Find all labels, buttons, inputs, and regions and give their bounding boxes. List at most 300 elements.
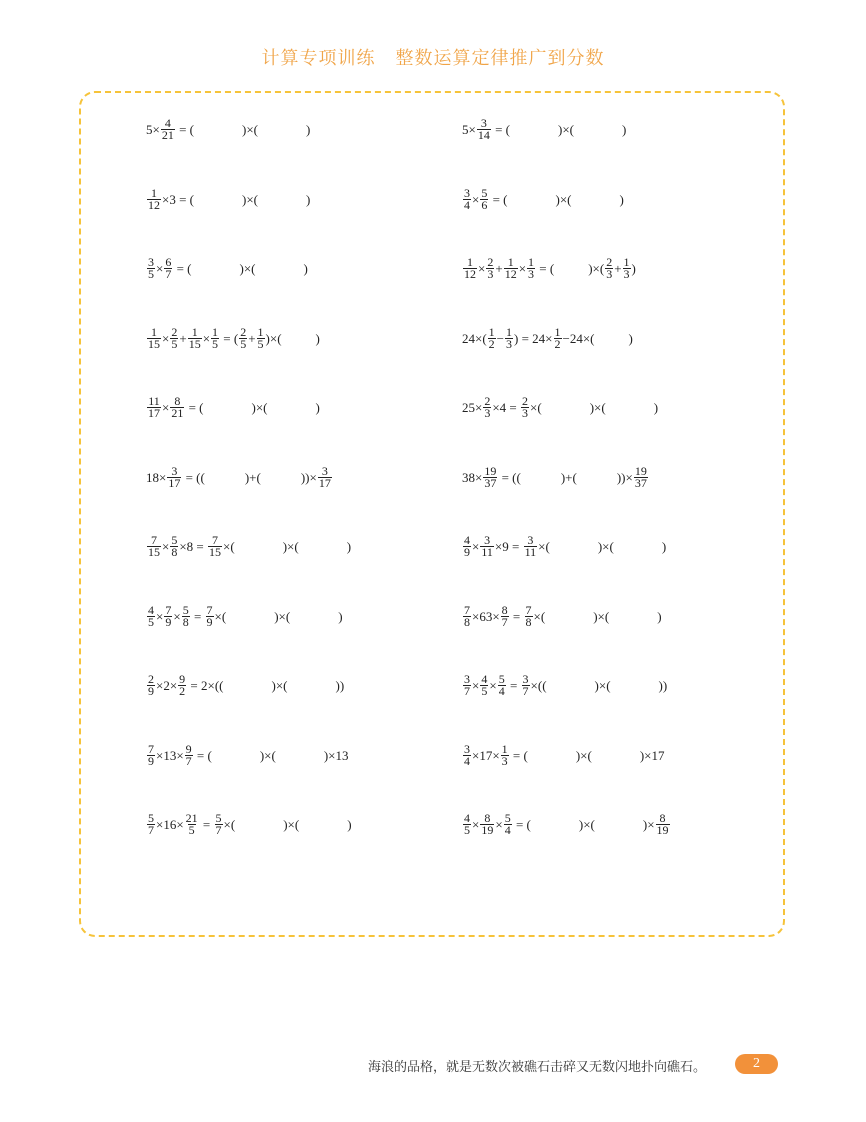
expression-text: 5× bbox=[146, 122, 160, 137]
fraction bbox=[463, 535, 471, 558]
fraction bbox=[211, 324, 219, 351]
expression-text: )×( bbox=[283, 817, 300, 832]
fraction-numerator: 3 bbox=[171, 463, 178, 478]
fraction-denominator: 8 bbox=[525, 614, 532, 629]
fraction bbox=[505, 324, 513, 351]
expression-text: )×( bbox=[594, 678, 611, 693]
expression-text: + bbox=[248, 330, 256, 346]
expression-text: )×( bbox=[242, 191, 258, 207]
fraction bbox=[483, 396, 491, 419]
fraction bbox=[257, 324, 265, 351]
expression-text: × bbox=[173, 608, 181, 624]
fraction bbox=[463, 602, 471, 629]
fraction-denominator: 5 bbox=[148, 267, 154, 281]
expression-text: = bbox=[190, 608, 205, 624]
expression-text: )×13 bbox=[323, 747, 349, 763]
expression-text: = ( bbox=[220, 330, 239, 346]
fraction-numerator: 4 bbox=[481, 672, 488, 686]
fraction-numerator: 8 bbox=[501, 602, 508, 617]
fraction-numerator: 7 bbox=[525, 602, 532, 617]
expression-text: = ( bbox=[173, 261, 192, 276]
header-section-title: 计算专项训练 bbox=[261, 48, 376, 69]
expression-text: ×9 = bbox=[494, 539, 523, 554]
problem-p14 bbox=[462, 535, 666, 558]
expression-text: × bbox=[162, 330, 170, 346]
expression-text: )×( bbox=[555, 191, 572, 207]
fraction-denominator: 17 bbox=[318, 475, 331, 490]
problem-p7 bbox=[146, 324, 320, 351]
fraction-denominator: 3 bbox=[487, 267, 494, 281]
fraction-numerator: 1 bbox=[623, 255, 630, 269]
fraction bbox=[480, 535, 494, 558]
fraction-denominator: 8 bbox=[171, 545, 178, 559]
fraction-denominator: 7 bbox=[522, 684, 529, 698]
expression-text: = ( bbox=[193, 747, 212, 763]
fraction-numerator: 3 bbox=[464, 672, 470, 686]
expression-text: + bbox=[179, 330, 187, 346]
fraction-denominator: 17 bbox=[148, 406, 160, 420]
fraction-denominator: 8 bbox=[182, 614, 189, 629]
fraction bbox=[206, 602, 214, 629]
expression-text: = 2×(( bbox=[187, 678, 224, 693]
expression-text: ) bbox=[653, 400, 659, 415]
fraction bbox=[463, 257, 477, 280]
fraction bbox=[164, 257, 172, 280]
fraction-denominator: 3 bbox=[484, 406, 491, 420]
fraction-numerator: 1 bbox=[151, 185, 157, 200]
expression-text: − bbox=[496, 330, 505, 346]
fraction-numerator: 7 bbox=[165, 602, 172, 617]
problem-p12 bbox=[462, 463, 649, 490]
fraction-numerator: 1 bbox=[212, 324, 219, 339]
problem-p15 bbox=[146, 602, 343, 629]
fraction-denominator: 2 bbox=[179, 684, 186, 698]
fraction-numerator: 2 bbox=[487, 255, 494, 269]
fraction bbox=[170, 535, 178, 558]
exercise-frame bbox=[79, 91, 785, 937]
fraction-numerator: 2 bbox=[522, 394, 529, 408]
fraction-denominator: 7 bbox=[148, 823, 154, 837]
fraction-denominator: 5 bbox=[148, 614, 154, 629]
fraction bbox=[501, 602, 509, 629]
fraction-denominator: 6 bbox=[481, 197, 488, 212]
fraction bbox=[167, 463, 181, 490]
fraction-denominator: 4 bbox=[464, 753, 470, 768]
fraction-numerator: 4 bbox=[464, 533, 470, 547]
expression-text: )×( bbox=[588, 261, 605, 276]
expression-text: ×( bbox=[214, 608, 227, 624]
expression-text: ×63× bbox=[472, 608, 500, 624]
fraction bbox=[164, 602, 172, 629]
expression-text: + bbox=[614, 261, 622, 276]
fraction-denominator: 17 bbox=[168, 475, 181, 490]
expression-text: ) bbox=[347, 817, 352, 832]
expression-text: ) = 24× bbox=[514, 330, 553, 346]
fraction-numerator: 9 bbox=[179, 672, 186, 686]
expression-text: × bbox=[489, 678, 497, 693]
expression-text: = (( bbox=[498, 469, 521, 485]
fraction-denominator: 5 bbox=[464, 823, 470, 837]
fraction-denominator: 7 bbox=[215, 823, 222, 837]
fraction-numerator: 7 bbox=[464, 602, 470, 617]
fraction-denominator: 7 bbox=[464, 684, 470, 698]
fraction-denominator: 21 bbox=[171, 406, 184, 420]
expression-text: )) bbox=[658, 678, 668, 693]
fraction-denominator: 5 bbox=[257, 336, 264, 351]
expression-text: × bbox=[478, 261, 486, 276]
expression-text: = ( bbox=[509, 747, 528, 763]
expression-text: )+( bbox=[560, 469, 577, 485]
expression-text: )×( bbox=[271, 678, 288, 693]
fraction-numerator: 21 bbox=[185, 811, 198, 825]
fraction-denominator: 2 bbox=[488, 336, 495, 351]
fraction bbox=[147, 813, 155, 836]
expression-text: ))× bbox=[616, 469, 633, 485]
expression-text: = ( bbox=[491, 122, 511, 137]
fraction bbox=[498, 674, 506, 697]
expression-text: )×( bbox=[558, 122, 575, 137]
expression-text: )× bbox=[642, 817, 655, 832]
fraction bbox=[504, 257, 518, 280]
fraction-denominator: 37 bbox=[634, 475, 647, 490]
expression-text: × bbox=[495, 817, 503, 832]
fraction-denominator: 11 bbox=[524, 545, 537, 559]
expression-text: )+( bbox=[244, 469, 261, 485]
expression-text: ) bbox=[631, 261, 636, 276]
fraction-numerator: 2 bbox=[606, 255, 613, 269]
fraction bbox=[463, 813, 471, 836]
expression-text: −24×( bbox=[562, 330, 595, 346]
expression-text: )×( bbox=[575, 747, 592, 763]
fraction-numerator: 8 bbox=[484, 811, 491, 825]
fraction bbox=[318, 463, 332, 490]
fraction-numerator: 4 bbox=[464, 811, 470, 825]
fraction bbox=[215, 813, 223, 836]
expression-text: 5× bbox=[462, 122, 476, 137]
expression-text: ) bbox=[315, 400, 320, 415]
expression-text: × bbox=[156, 261, 164, 276]
expression-text: ) bbox=[306, 191, 311, 207]
fraction-numerator: 3 bbox=[522, 672, 529, 686]
fraction-denominator: 11 bbox=[481, 545, 493, 559]
fraction bbox=[147, 324, 161, 351]
fraction bbox=[522, 674, 530, 697]
problem-p11 bbox=[146, 463, 333, 490]
expression-text: )×( bbox=[239, 261, 256, 276]
fraction-numerator: 8 bbox=[174, 394, 181, 408]
expression-text: ) bbox=[661, 539, 667, 554]
fraction-denominator: 3 bbox=[606, 267, 613, 281]
expression-text: = bbox=[199, 817, 214, 832]
fraction-denominator: 7 bbox=[185, 753, 192, 768]
fraction-denominator: 5 bbox=[171, 336, 178, 351]
fraction-denominator: 14 bbox=[477, 128, 490, 142]
fraction-numerator: 3 bbox=[527, 533, 534, 547]
fraction bbox=[480, 813, 494, 836]
fraction bbox=[521, 396, 529, 419]
expression-text: ×( bbox=[223, 817, 236, 832]
expression-text: = ( bbox=[512, 817, 531, 832]
expression-text: × bbox=[162, 400, 170, 415]
expression-text: ) bbox=[628, 330, 633, 346]
fraction-denominator: 12 bbox=[504, 267, 517, 281]
fraction-numerator: 1 bbox=[191, 324, 198, 339]
expression-text: ) bbox=[622, 122, 627, 137]
problem-p2 bbox=[462, 118, 626, 141]
expression-text: ) bbox=[306, 122, 311, 137]
page-number-badge: 2 bbox=[735, 1054, 778, 1074]
fraction-numerator: 5 bbox=[148, 811, 154, 825]
problem-p10 bbox=[462, 396, 658, 419]
fraction bbox=[147, 741, 155, 768]
expression-text: )×( bbox=[265, 330, 282, 346]
fraction-numerator: 4 bbox=[148, 602, 154, 617]
fraction bbox=[623, 257, 631, 280]
fraction-denominator: 9 bbox=[206, 614, 213, 629]
fraction-denominator: 3 bbox=[522, 406, 529, 420]
fraction bbox=[527, 257, 535, 280]
fraction bbox=[178, 674, 186, 697]
fraction bbox=[170, 396, 184, 419]
expression-text: = ( bbox=[185, 400, 204, 415]
page-header bbox=[0, 44, 866, 70]
fraction-denominator: 4 bbox=[464, 197, 470, 212]
fraction bbox=[188, 324, 202, 351]
expression-text: ) bbox=[303, 261, 308, 276]
problem-p17 bbox=[146, 674, 344, 697]
fraction bbox=[463, 185, 471, 212]
expression-text: ×3 = ( bbox=[162, 191, 194, 207]
expression-text: = ( bbox=[175, 122, 195, 137]
fraction bbox=[170, 324, 178, 351]
fraction bbox=[501, 741, 509, 768]
expression-text: = ( bbox=[536, 261, 555, 276]
fraction-denominator: 7 bbox=[501, 614, 508, 629]
expression-text: ×( bbox=[223, 539, 235, 554]
problem-p22 bbox=[462, 813, 671, 836]
expression-text: ))× bbox=[300, 469, 317, 485]
fraction-numerator: 9 bbox=[185, 741, 192, 756]
expression-text: )×( bbox=[597, 539, 614, 554]
fraction-denominator: 15 bbox=[148, 545, 160, 559]
fraction-numerator: 1 bbox=[507, 255, 514, 269]
fraction-numerator: 7 bbox=[212, 533, 219, 547]
expression-text: )×( bbox=[274, 608, 291, 624]
expression-text: × bbox=[202, 330, 211, 346]
fraction-numerator: 1 bbox=[501, 741, 508, 756]
expression-text: ×13× bbox=[156, 747, 184, 763]
fraction bbox=[147, 185, 161, 212]
expression-text: )) bbox=[335, 678, 345, 693]
expression-text: 24×( bbox=[462, 330, 487, 346]
fraction-numerator: 5 bbox=[171, 533, 178, 547]
fraction-numerator: 1 bbox=[528, 255, 535, 269]
fraction-numerator: 7 bbox=[206, 602, 213, 617]
expression-text: )×( bbox=[282, 539, 299, 554]
expression-text: = ( bbox=[489, 191, 508, 207]
problem-p13 bbox=[146, 535, 351, 558]
fraction bbox=[239, 324, 247, 351]
expression-text: × bbox=[472, 539, 480, 554]
fraction-numerator: 2 bbox=[148, 672, 154, 686]
fraction bbox=[634, 463, 648, 490]
expression-text: = bbox=[509, 608, 524, 624]
expression-text: = bbox=[506, 678, 521, 693]
expression-text: × bbox=[518, 261, 527, 276]
fraction-numerator: 3 bbox=[464, 741, 470, 756]
fraction-numerator: 3 bbox=[484, 533, 491, 547]
fraction-numerator: 1 bbox=[257, 324, 264, 339]
fraction bbox=[185, 813, 199, 836]
problem-p16 bbox=[462, 602, 662, 629]
expression-text: ×( bbox=[538, 539, 550, 554]
expression-text: × bbox=[156, 608, 164, 624]
expression-text: × bbox=[472, 817, 480, 832]
expression-text: ) bbox=[346, 539, 352, 554]
expression-text: ×( bbox=[530, 400, 542, 415]
problem-p19 bbox=[146, 741, 349, 768]
expression-text: ) bbox=[338, 608, 343, 624]
fraction-numerator: 11 bbox=[148, 394, 160, 408]
problem-p8 bbox=[462, 324, 633, 351]
fraction bbox=[185, 741, 193, 768]
problem-p9 bbox=[146, 396, 320, 419]
fraction-denominator: 15 bbox=[209, 545, 222, 559]
header-topic-title: 整数运算定律推广到分数 bbox=[395, 48, 605, 69]
fraction bbox=[525, 602, 533, 629]
problem-p18 bbox=[462, 674, 667, 697]
fraction-numerator: 2 bbox=[484, 394, 491, 408]
fraction bbox=[147, 602, 155, 629]
fraction-denominator: 9 bbox=[148, 684, 154, 698]
fraction-numerator: 1 bbox=[467, 255, 473, 269]
fraction-numerator: 2 bbox=[240, 324, 247, 339]
expression-text: )×( bbox=[578, 817, 595, 832]
fraction bbox=[483, 463, 497, 490]
fraction-denominator: 9 bbox=[148, 753, 154, 768]
fraction bbox=[605, 257, 613, 280]
fraction-denominator: 3 bbox=[506, 336, 513, 351]
fraction-denominator: 4 bbox=[498, 684, 505, 698]
fraction-numerator: 1 bbox=[554, 324, 561, 339]
problem-p1 bbox=[146, 118, 310, 141]
fraction bbox=[147, 257, 155, 280]
fraction bbox=[182, 602, 190, 629]
fraction-numerator: 4 bbox=[164, 116, 171, 130]
fraction-denominator: 2 bbox=[554, 336, 561, 351]
fraction-numerator: 6 bbox=[165, 255, 172, 269]
fraction-numerator: 7 bbox=[151, 533, 157, 547]
expression-text: × bbox=[472, 191, 480, 207]
fraction-numerator: 1 bbox=[488, 324, 495, 339]
expression-text: )×( bbox=[259, 747, 276, 763]
expression-text: 25× bbox=[462, 400, 483, 415]
fraction-numerator: 19 bbox=[634, 463, 647, 478]
fraction-denominator: 5 bbox=[188, 823, 195, 837]
fraction bbox=[477, 118, 491, 141]
fraction-numerator: 5 bbox=[498, 672, 505, 686]
expression-text: ×4 = bbox=[492, 400, 521, 415]
expression-text: ×(( bbox=[530, 678, 547, 693]
fraction-denominator: 12 bbox=[464, 267, 476, 281]
problem-p20 bbox=[462, 741, 665, 768]
problem-p21 bbox=[146, 813, 352, 836]
fraction-denominator: 19 bbox=[656, 823, 669, 837]
fraction-denominator: 9 bbox=[165, 614, 172, 629]
fraction-numerator: 5 bbox=[215, 811, 222, 825]
problem-p3 bbox=[146, 185, 311, 212]
fraction-numerator: 3 bbox=[321, 463, 328, 478]
fraction-denominator: 9 bbox=[464, 545, 470, 559]
fraction-denominator: 12 bbox=[148, 197, 160, 212]
fraction-denominator: 15 bbox=[148, 336, 160, 351]
expression-text: ) bbox=[657, 608, 662, 624]
expression-text: )×17 bbox=[639, 747, 665, 763]
fraction-denominator: 15 bbox=[188, 336, 201, 351]
problem-p6 bbox=[462, 257, 636, 280]
fraction bbox=[161, 118, 175, 141]
fraction-numerator: 5 bbox=[504, 811, 511, 825]
fraction bbox=[463, 674, 471, 697]
expression-text: )×( bbox=[251, 400, 268, 415]
expression-text: ) bbox=[619, 191, 624, 207]
fraction-numerator: 3 bbox=[148, 255, 154, 269]
expression-text: ×17× bbox=[472, 747, 500, 763]
expression-text: × bbox=[162, 539, 170, 554]
fraction-numerator: 8 bbox=[659, 811, 666, 825]
expression-text: = (( bbox=[182, 469, 205, 485]
problem-p5 bbox=[146, 257, 308, 280]
fraction bbox=[480, 185, 488, 212]
fraction-numerator: 5 bbox=[182, 602, 189, 617]
fraction bbox=[656, 813, 670, 836]
expression-text: ×8 = bbox=[179, 539, 208, 554]
fraction-numerator: 19 bbox=[484, 463, 497, 478]
fraction-denominator: 3 bbox=[528, 267, 535, 281]
fraction bbox=[147, 674, 155, 697]
fraction-denominator: 19 bbox=[481, 823, 494, 837]
fraction-numerator: 3 bbox=[480, 116, 487, 130]
fraction-denominator: 5 bbox=[240, 336, 247, 351]
fraction bbox=[463, 741, 471, 768]
fraction bbox=[524, 535, 538, 558]
fraction bbox=[504, 813, 512, 836]
expression-text: )×( bbox=[589, 400, 606, 415]
expression-text: )×( bbox=[593, 608, 610, 624]
expression-text: + bbox=[495, 261, 503, 276]
fraction bbox=[147, 535, 161, 558]
fraction bbox=[208, 535, 222, 558]
footer-motto: 海浪的品格，就是无数次被礁石击碎又无数闪地扑向礁石。 bbox=[367, 1060, 706, 1075]
fraction-numerator: 1 bbox=[151, 324, 157, 339]
fraction bbox=[480, 674, 488, 697]
fraction bbox=[488, 324, 496, 351]
fraction-numerator: 2 bbox=[171, 324, 178, 339]
fraction bbox=[147, 396, 161, 419]
fraction-denominator: 5 bbox=[212, 336, 219, 351]
expression-text: × bbox=[472, 678, 480, 693]
fraction-numerator: 5 bbox=[481, 185, 488, 200]
fraction bbox=[554, 324, 562, 351]
expression-text: ×2× bbox=[156, 678, 178, 693]
fraction-denominator: 7 bbox=[165, 267, 172, 281]
fraction-denominator: 37 bbox=[484, 475, 497, 490]
expression-text: )×( bbox=[242, 122, 259, 137]
fraction-denominator: 3 bbox=[623, 267, 630, 281]
fraction-denominator: 3 bbox=[501, 753, 508, 768]
problem-p4 bbox=[462, 185, 624, 212]
expression-text: 38× bbox=[462, 469, 483, 485]
